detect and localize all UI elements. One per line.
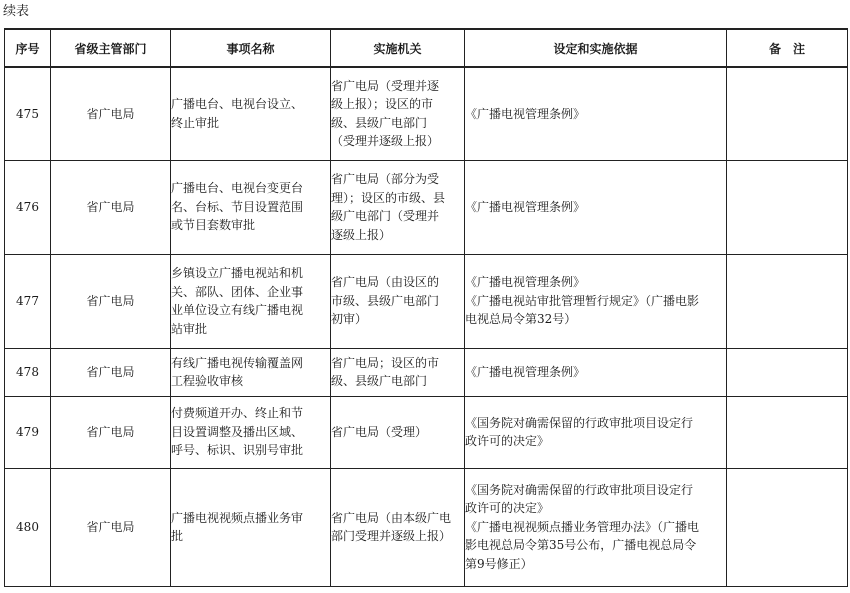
cell-item-name-line: 乡镇设立广播电视站和机 [171, 266, 304, 280]
cell-implementing-agency [331, 348, 465, 396]
header-row [5, 29, 848, 67]
cell-implementing-agency-line: 省广电局（由设区的 [331, 275, 440, 290]
cell-item-name-line: 工程验收审核 [171, 374, 244, 388]
cell-item-name-line: 名、台标、节目设置范围 [171, 199, 304, 214]
cell-legal-basis-line: 影电视总局令第35号公布，广播电视总局令 [465, 538, 697, 553]
cell-department: 省广电局 [51, 396, 171, 468]
cell-item-name [171, 67, 331, 160]
cell-implementing-agency [331, 67, 465, 160]
cell-item-name-line: 呼号、标识、识别号审批 [171, 443, 304, 458]
table-row [5, 254, 848, 348]
cell-item-name-line: 业单位设立有线广播电视 [171, 303, 304, 317]
cell-item-name-line: 或节目套数审批 [171, 218, 256, 233]
cell-item-name [171, 396, 331, 468]
cell-department: 省广电局 [51, 160, 171, 254]
cell-serial-no: 476 [5, 160, 51, 254]
cell-implementing-agency-line: （受理并逐级上报） [331, 134, 440, 149]
cell-implementing-agency [331, 468, 465, 586]
cell-legal-basis-line: 政许可的决定》 [465, 434, 550, 448]
cell-department: 省广电局 [51, 67, 171, 160]
cell-implementing-agency-line: 省广电局（由本级广电 [331, 510, 452, 525]
cell-department: 省广电局 [51, 468, 171, 586]
cell-implementing-agency-line: 部门受理并逐级上报） [331, 529, 452, 543]
cell-legal-basis [465, 254, 727, 348]
table-header [5, 29, 848, 67]
cell-legal-basis-line: 第9号修正） [465, 556, 533, 571]
cell-legal-basis [465, 468, 727, 586]
cell-item-name-line: 广播电台、电视台变更台 [171, 181, 304, 196]
cell-department: 省广电局 [51, 348, 171, 396]
cell-legal-basis-line: 政许可的决定》 [465, 501, 550, 516]
cell-implementing-agency-line: 省广电局；设区的市 [331, 355, 440, 370]
cell-legal-basis-line: 《广播电视管理条例》 [465, 106, 586, 121]
cell-item-name [171, 468, 331, 586]
cell-implementing-agency-line: 级广电部门（受理并 [331, 209, 440, 223]
cell-legal-basis-line: 《国务院对确需保留的行政审批项目设定行 [465, 482, 694, 497]
cell-legal-basis-line: 《国务院对确需保留的行政审批项目设定行 [465, 415, 694, 430]
cell-item-name-line: 批 [171, 529, 184, 543]
header-implementing-agency: 实施机关 [331, 29, 465, 67]
table-row [5, 468, 848, 586]
cell-remarks [727, 254, 848, 348]
cell-implementing-agency-line: 省广电局（受理） [331, 424, 428, 439]
cell-implementing-agency-line: 省广电局（部分为受 [331, 172, 440, 186]
cell-remarks [727, 468, 848, 586]
cell-implementing-agency-line: 逐级上报） [331, 227, 392, 242]
cell-implementing-agency-line: 级、县级广电部门 [331, 374, 428, 388]
cell-item-name-line: 目设置调整及播出区域、 [171, 424, 304, 439]
cell-item-name-line: 有线广播电视传输覆盖网 [171, 355, 304, 370]
table-row [5, 67, 848, 160]
cell-serial-no: 478 [5, 348, 51, 396]
cell-legal-basis [465, 160, 727, 254]
cell-legal-basis [465, 67, 727, 160]
cell-remarks [727, 396, 848, 468]
cell-remarks [727, 67, 848, 160]
header-legal-basis: 设定和实施依据 [465, 29, 727, 67]
header-item-name: 事项名称 [171, 29, 331, 67]
cell-item-name-line: 终止审批 [171, 115, 220, 130]
cell-legal-basis-line: 《广播电视管理条例》 [465, 275, 586, 290]
cell-legal-basis-line: 《广播电视站审批管理暂行规定》（广播电影 [465, 293, 700, 308]
cell-legal-basis [465, 396, 727, 468]
cell-item-name-line: 付费频道开办、终止和节 [171, 406, 304, 421]
cell-implementing-agency-line: 初审） [331, 312, 368, 327]
cell-remarks [727, 160, 848, 254]
cell-serial-no: 475 [5, 67, 51, 160]
table-row [5, 396, 848, 468]
cell-serial-no: 477 [5, 254, 51, 348]
cell-item-name [171, 348, 331, 396]
table-continued-caption: 续表 [3, 4, 30, 19]
cell-legal-basis-line: 《广播电视管理条例》 [465, 364, 586, 379]
header-remarks: 备 注 [727, 29, 848, 67]
approval-items-table [4, 28, 848, 587]
cell-remarks [727, 348, 848, 396]
cell-implementing-agency-line: 级上报）；设区的市 [331, 97, 434, 112]
cell-legal-basis [465, 348, 727, 396]
cell-serial-no: 479 [5, 396, 51, 468]
cell-item-name [171, 254, 331, 348]
cell-item-name-line: 广播电视视频点播业务审 [171, 510, 304, 525]
cell-item-name-line: 关、部队、团体、企业事 [171, 284, 304, 299]
cell-item-name-line: 站审批 [171, 321, 208, 336]
cell-item-name-line: 广播电台、电视台设立、 [171, 97, 304, 112]
cell-implementing-agency [331, 160, 465, 254]
header-serial-no: 序号 [5, 29, 51, 67]
cell-legal-basis-line: 《广播电视视频点播业务管理办法》（广播电 [465, 519, 700, 534]
cell-legal-basis-line: 《广播电视管理条例》 [465, 199, 586, 214]
table-row [5, 160, 848, 254]
cell-implementing-agency-line: 理）；设区的市级、县 [331, 190, 446, 205]
cell-implementing-agency-line: 市级、县级广电部门 [331, 293, 440, 308]
header-department: 省级主管部门 [51, 29, 171, 67]
cell-implementing-agency [331, 254, 465, 348]
cell-department: 省广电局 [51, 254, 171, 348]
cell-implementing-agency-line: 省广电局（受理并逐 [331, 78, 440, 93]
cell-legal-basis-line: 电视总局令第32号） [465, 312, 577, 327]
cell-item-name [171, 160, 331, 254]
table-body [5, 67, 848, 586]
cell-implementing-agency [331, 396, 465, 468]
table-row [5, 348, 848, 396]
cell-serial-no: 480 [5, 468, 51, 586]
cell-implementing-agency-line: 级、县级广电部门 [331, 115, 428, 130]
